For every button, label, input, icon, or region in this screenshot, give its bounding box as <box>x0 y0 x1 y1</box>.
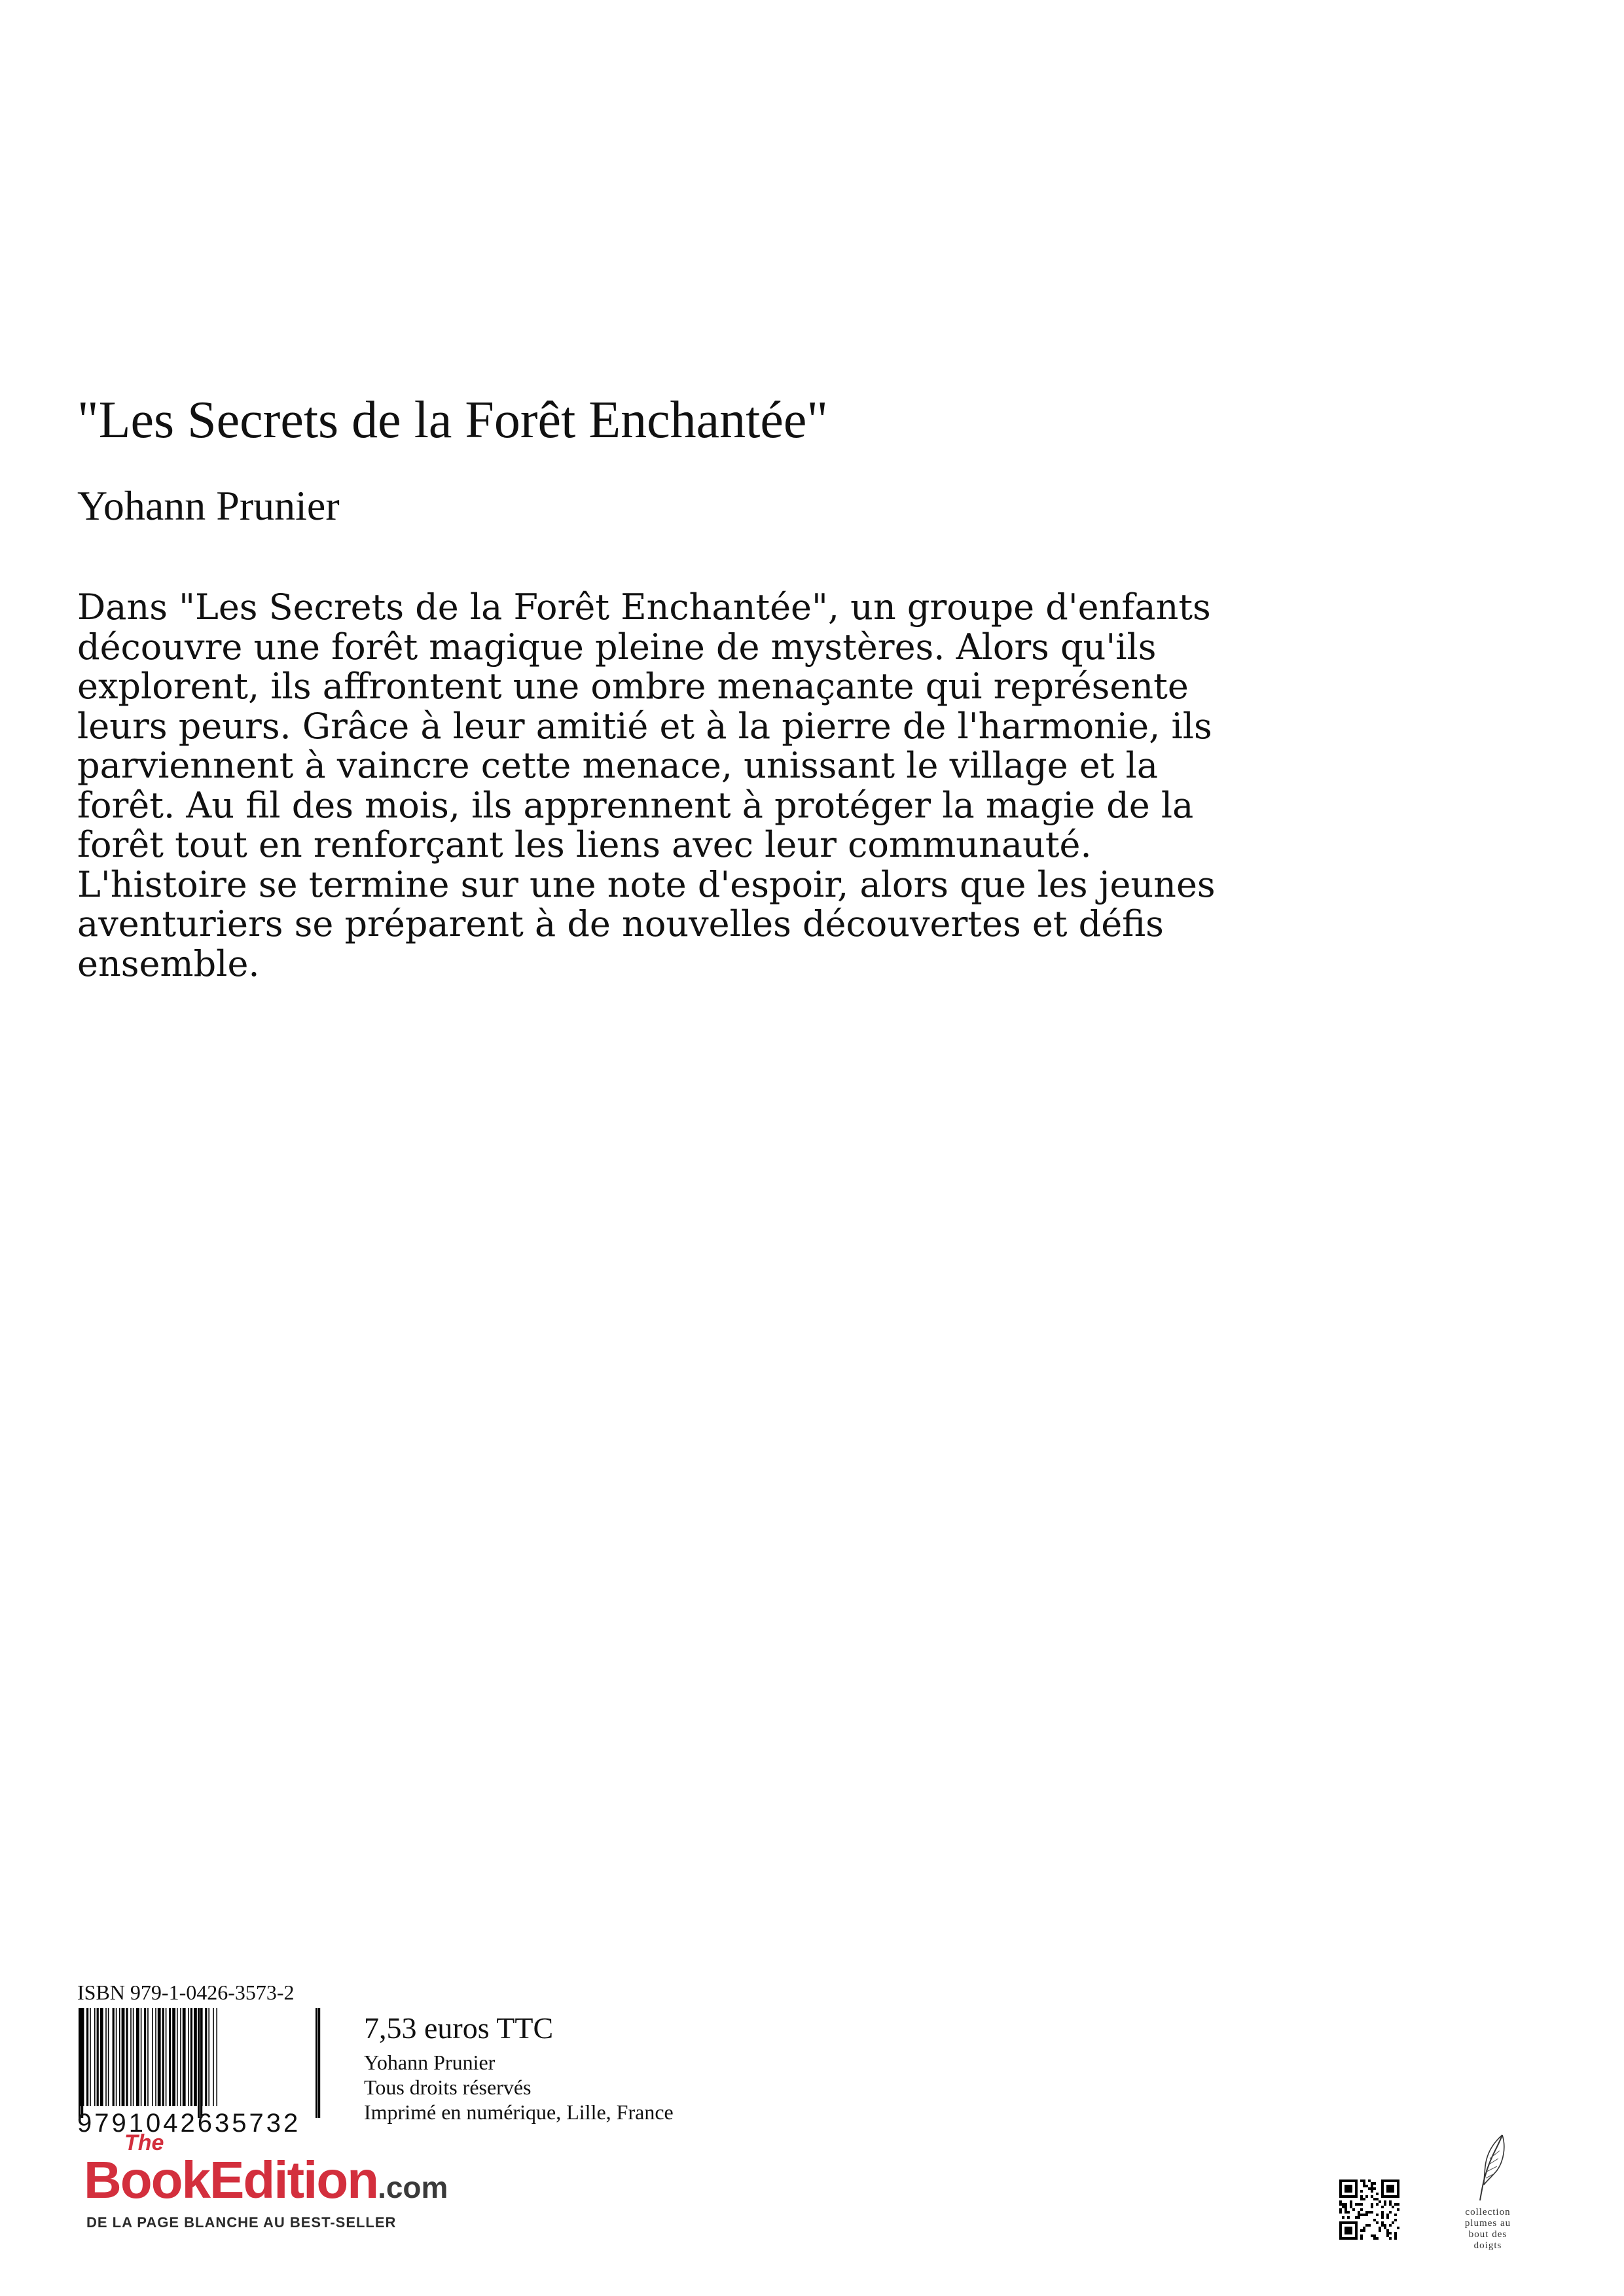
book-title: "Les Secrets de la Forêt Enchantée" <box>77 391 829 449</box>
logo-tagline: DE LA PAGE BLANCHE AU BEST-SELLER <box>86 2214 397 2231</box>
book-summary: Dans "Les Secrets de la Forêt Enchantée", un groupe d'enfants découvre une forêt magique pleine de mystères. Alors qu'ils explorent, ils affrontent une ombre menaçante qui représente leurs peurs. Grâce à leur amitié et à la pierre de l'harmonie, ils parviennent à vaincre cette menace, unissant le village et la forêt. Au fil des mois, ils apprennent à protéger la magie de la forêt tout en renforçant les liens avec leur communauté. L'histoire se termine sur une note d'espoir, alors que les jeunes aventuriers se préparent à de nouvelles découvertes et défis ensemble. <box>77 586 1216 984</box>
author-name: Yohann Prunier <box>77 482 340 529</box>
collection-mark <box>1452 2132 1524 2263</box>
isbn-label: ISBN 979-1-0426-3573-2 <box>77 1981 295 2004</box>
barcode-digits: 9791042635732 <box>77 2109 301 2138</box>
publisher-logo <box>84 2130 477 2242</box>
logo-domain: .com <box>378 2170 448 2204</box>
logo-the: The <box>124 2130 164 2155</box>
collection-line-2: plumes au <box>1464 2218 1511 2229</box>
qr-code-icon <box>1339 2179 1399 2240</box>
logo-wordmark <box>84 2150 448 2210</box>
imprint-block <box>364 2050 674 2125</box>
imprint-printing: Imprimé en numérique, Lille, France <box>364 2100 674 2124</box>
collection-line-1: collection <box>1465 2207 1511 2217</box>
price: 7,53 euros TTC <box>364 2011 554 2045</box>
logo-name: BookEdition <box>84 2151 378 2209</box>
collection-line-3: bout des <box>1468 2229 1507 2240</box>
collection-line-4: doigts <box>1473 2240 1502 2251</box>
imprint-author: Yohann Prunier <box>364 2051 496 2074</box>
imprint-rights: Tous droits réservés <box>364 2075 532 2099</box>
feather-quill-icon <box>1468 2132 1507 2204</box>
